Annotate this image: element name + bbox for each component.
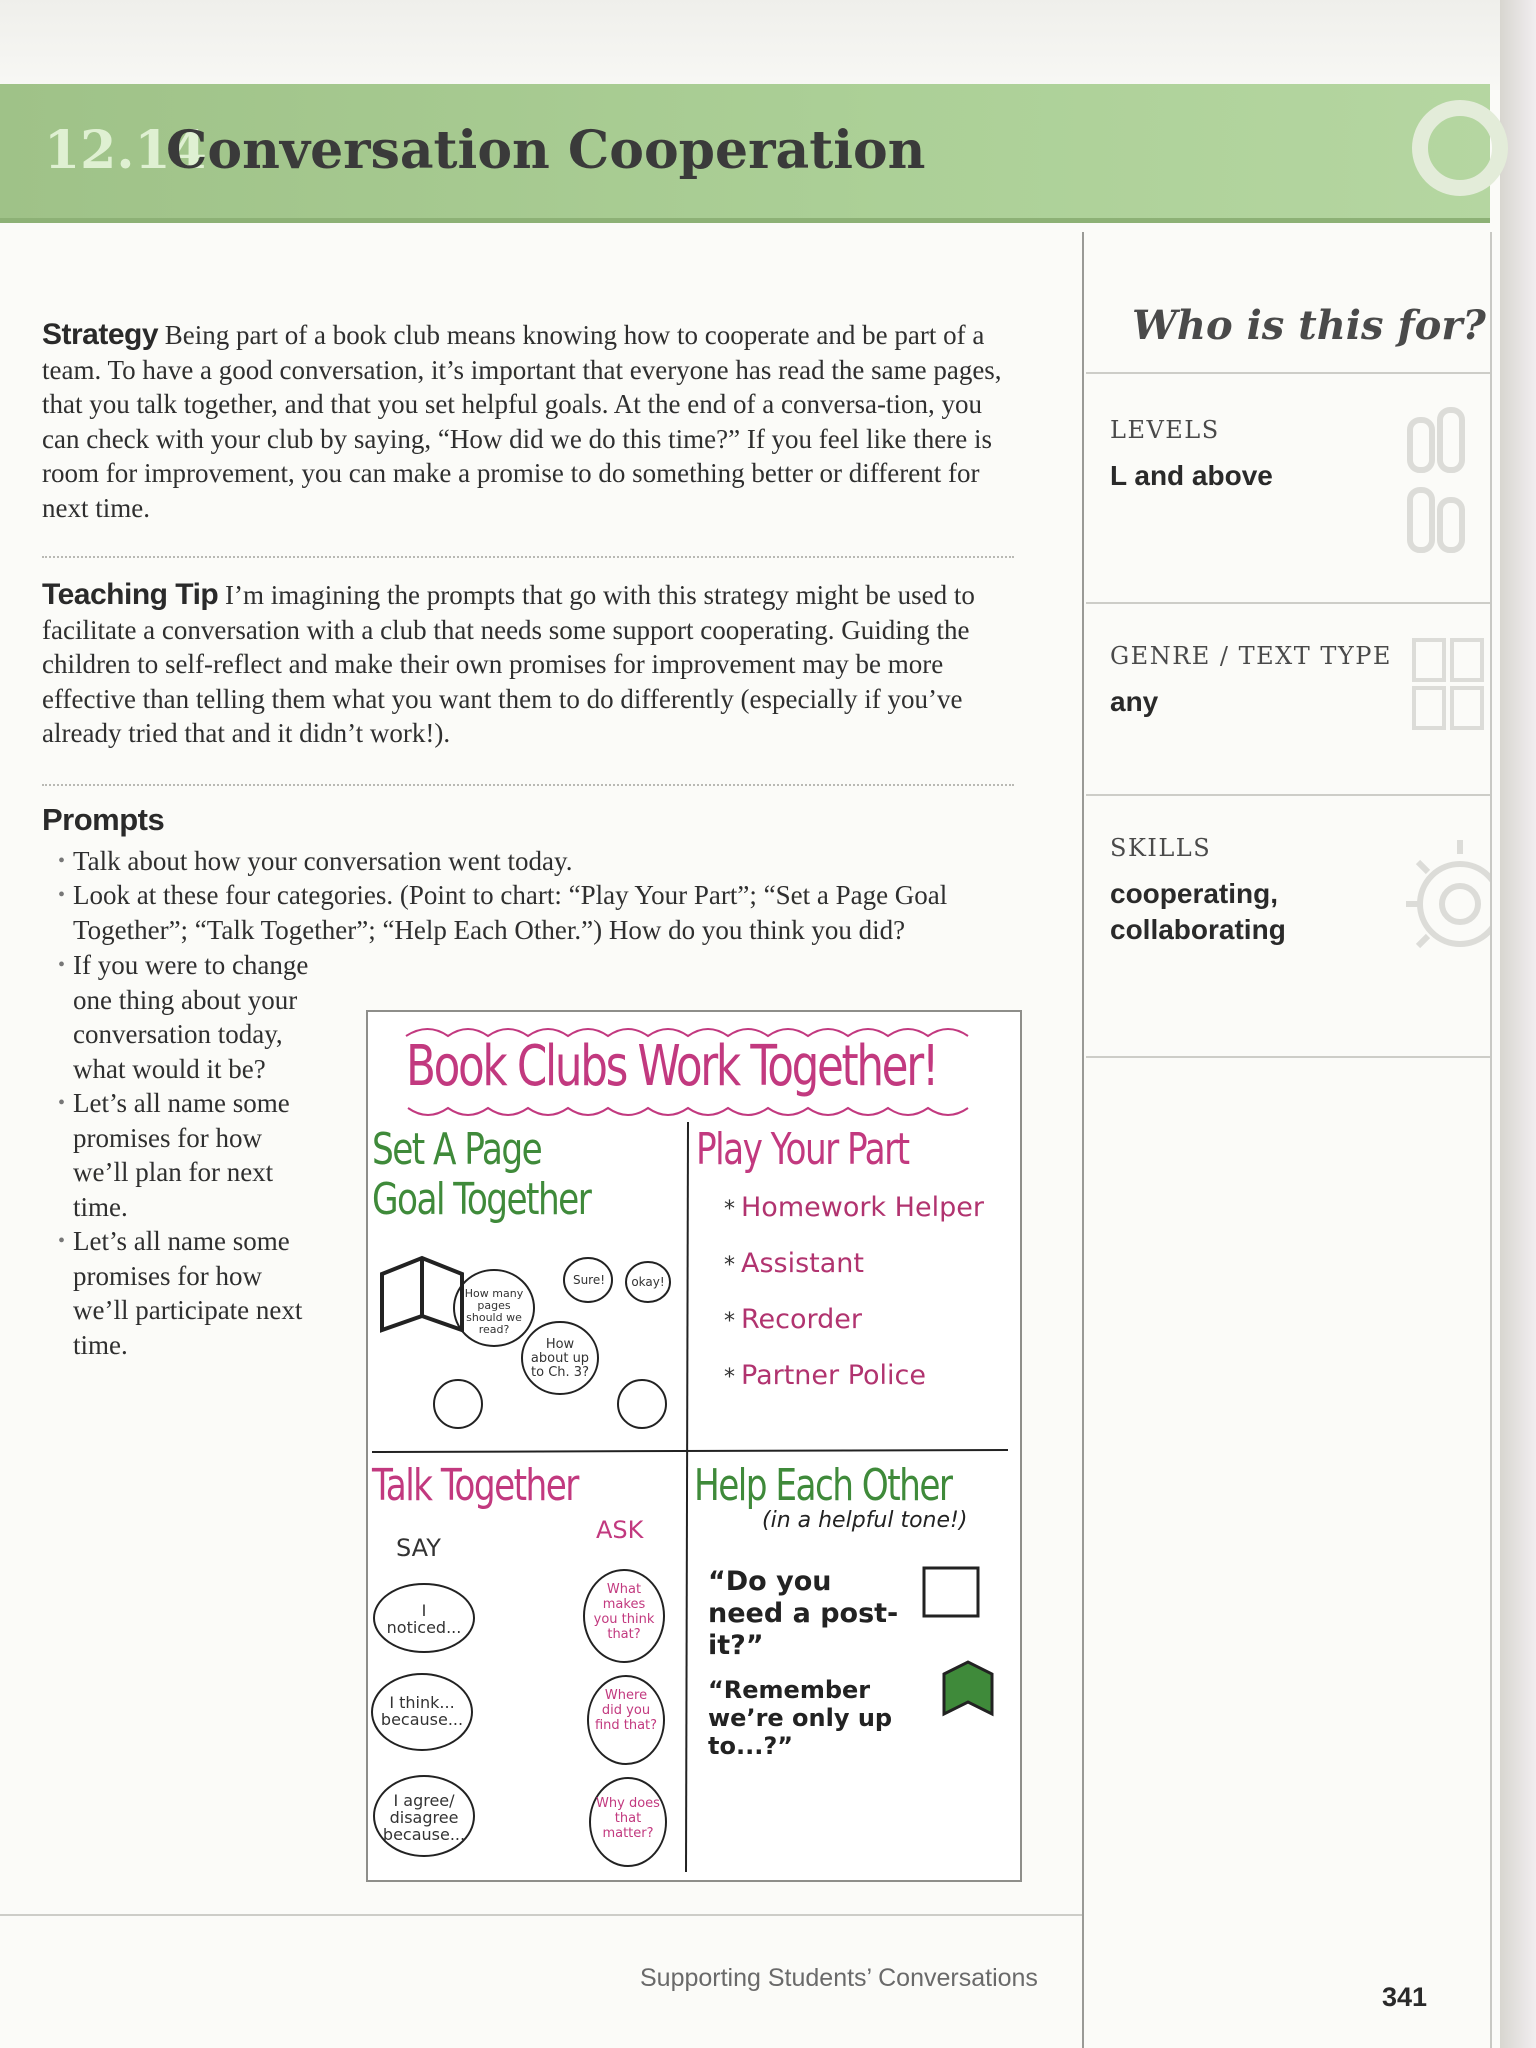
section-banner: [0, 84, 1490, 223]
sidebar-rule-1: [1086, 372, 1490, 374]
section-number: 12.14: [44, 120, 207, 181]
divider-dotted-2: [42, 784, 1014, 786]
divider-dotted-1: [42, 556, 1014, 558]
role-item: * Partner Police: [724, 1360, 927, 1391]
prompt-item: • Let’s all name some promises for how we’ll plan for next time.: [58, 1088, 290, 1222]
teaching-tip-text: I’m imagining the prompts that go with this strategy might be used to facilitate a conversation with a club that needs some support cooperating. Guiding the children to self-reflect and make their own promises for improvement may be more effective than telling them what you want them to do differently (especially if you’ve already tried that and it didn’t work!).: [42, 580, 975, 748]
role-item: * Assistant: [724, 1248, 865, 1279]
prompt-item: • Look at these four categories. (Point to chart: “Play Your Part”; “Set a Page Goal Together”; “Talk Together”; “Help Each Other.”) How do you think you did?: [58, 880, 948, 945]
prompt-item: • Talk about how your conversation went today.: [58, 846, 573, 876]
skills-label: SKILLS: [1110, 834, 1212, 862]
sidebar-rule-4: [1086, 1056, 1490, 1058]
people-icon: [1400, 400, 1490, 570]
prompts-label: Prompts: [42, 802, 165, 837]
role-item: * Homework Helper: [724, 1192, 984, 1223]
talk-together-heading: Talk Together: [372, 1460, 578, 1511]
say-label: SAY: [396, 1534, 441, 1562]
set-goal-heading-1: Set A Page: [372, 1124, 542, 1175]
role-item: * Recorder: [724, 1304, 862, 1335]
help-each-other-heading: Help Each Other: [694, 1460, 952, 1511]
sidebar-rule-2: [1086, 602, 1490, 604]
play-part-heading: Play Your Part: [696, 1124, 909, 1175]
levels-label: LEVELS: [1110, 416, 1220, 444]
ask-item: Where did you find that?: [594, 1688, 658, 1733]
say-item: I think... because...: [380, 1693, 464, 1729]
levels-value: L and above: [1110, 460, 1273, 491]
ask-label: ASK: [596, 1516, 644, 1544]
section-title: Conversation Cooperation: [166, 120, 926, 181]
sidebar-divider: [1082, 232, 1084, 2048]
say-item: I agree/ disagree because...: [382, 1791, 466, 1844]
sidebar-title: Who is this for?: [1132, 302, 1486, 349]
prompt-item: • Let’s all name some promises for how we’ll participate next time.: [58, 1226, 303, 1360]
sidebar-rule-3: [1086, 794, 1490, 796]
bubble-how-many: How many pages should we read?: [464, 1287, 524, 1336]
genre-label: GENRE / TEXT TYPE: [1110, 642, 1392, 670]
ask-item: Why does that matter?: [596, 1796, 660, 1841]
book-grid-icon: [1410, 636, 1490, 732]
page-top-shadow: [0, 0, 1500, 90]
running-footer: Supporting Students’ Conversations: [640, 1964, 1038, 1992]
page-number: 341: [1382, 1982, 1428, 2012]
strategy-text: Being part of a book club means knowing how to cooperate and be part of a team. To have a good conversation, it’s important that everyone has read the same pages, that you talk together, and that you set helpful goals. At the end of a conversa-tion, you can check with your club by saying, “How did we do this time?” If you feel like there is room for improvement, you can make a promise to do something better or different for next time.: [42, 320, 1002, 523]
strategy-paragraph: [42, 318, 1014, 525]
say-item: I noticed...: [386, 1601, 462, 1637]
page-edge: [1500, 0, 1536, 2048]
footer-rule: [0, 1914, 1082, 1916]
bubble-okay: okay!: [631, 1275, 665, 1289]
skills-value-2: collaborating: [1110, 914, 1286, 945]
skills-value-1: cooperating,: [1110, 878, 1279, 909]
help-note: (in a helpful tone!): [762, 1508, 968, 1533]
ask-item: What makes you think that?: [593, 1582, 655, 1642]
bubble-how-about: How about up to Ch. 3?: [530, 1337, 590, 1380]
help-item: “Do you need a post-it?”: [708, 1566, 899, 1661]
bubble-sure: Sure!: [572, 1273, 606, 1287]
strategy-label: Strategy: [42, 318, 159, 351]
chart-title: Book Clubs Work Together!: [406, 1034, 938, 1099]
genre-value: any: [1110, 686, 1159, 717]
prompt-item: • If you were to change one thing about your conversation today, what would it be?: [58, 950, 309, 1084]
set-goal-heading-2: Goal Together: [372, 1174, 591, 1225]
teaching-tip-label: Teaching Tip: [42, 578, 219, 611]
anchor-chart: [366, 1010, 1022, 1882]
gear-icon: [1400, 834, 1490, 974]
sidebar-right-rule: [1490, 232, 1492, 2048]
help-item: “Remember we’re only up to...?”: [708, 1676, 893, 1760]
banner-ring-decoration: [1412, 100, 1508, 196]
teaching-tip-paragraph: [42, 578, 1014, 751]
